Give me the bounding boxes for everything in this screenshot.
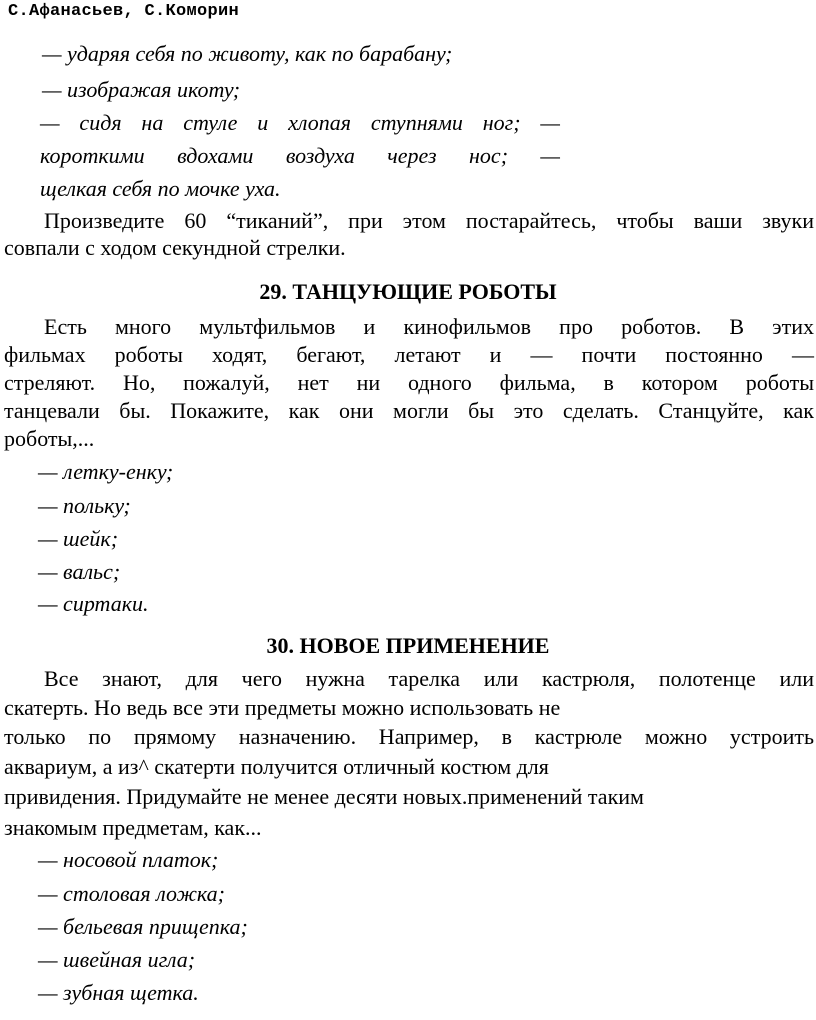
intro-item: короткими вдохами воздуха через нос; — (40, 143, 560, 168)
list-item: — швейная игла; (38, 947, 196, 972)
section-heading: 29. ТАНЦУЮЩИЕ РОБОТЫ (259, 279, 557, 304)
paragraph-line: Есть много мультфильмов и кинофильмов про роботов. В этих (44, 314, 814, 339)
intro-item: щелкая себя по мочке уха. (40, 176, 281, 201)
paragraph-line: Произведите 60 “тиканий”, при этом постарайтесь, чтобы ваши звуки (44, 208, 814, 233)
intro-item: — изображая икоту; (42, 77, 241, 102)
paragraph-line: стреляют. Но, пожалуй, нет ни одного фильма, в котором роботы (4, 370, 814, 395)
paragraph-line: Все знают, для чего нужна тарелка или кастрюля, полотенце или (44, 666, 814, 691)
list-item: — зубная щетка. (38, 980, 199, 1005)
paragraph-line: роботы,... (4, 426, 95, 451)
running-head: С.Афанасьев, С.Коморин (8, 2, 240, 21)
paragraph-line: знакомым предметам, как... (4, 815, 262, 840)
paragraph-line: только по прямому назначению. Например, в кастрюле можно устроить (4, 724, 814, 749)
intro-item: — ударяя себя по животу, как по барабану; (42, 41, 453, 66)
paragraph-line: аквариум, а из^ скатерти получится отличный костюм для (4, 754, 549, 779)
list-item: — шейк; (38, 526, 119, 551)
list-item: — сиртаки. (38, 591, 149, 616)
list-item: — польку; (38, 493, 131, 518)
paragraph-line: фильмах роботы ходят, бегают, летают и — почти постоянно — (4, 342, 814, 367)
list-item: — вальс; (38, 559, 121, 584)
list-item: — носовой платок; (38, 847, 219, 872)
paragraph-line: привидения. Придумайте не менее десяти новых.применений таким (4, 784, 644, 809)
section-heading: 30. НОВОЕ ПРИМЕНЕНИЕ (266, 633, 550, 658)
list-item: — столовая ложка; (38, 881, 225, 906)
intro-item: — сидя на стуле и хлопая ступнями ног; — (40, 110, 560, 135)
list-item: — летку-енку; (38, 459, 174, 484)
paragraph-line: совпали с ходом секундной стрелки. (4, 235, 346, 260)
list-item: — бельевая прищепка; (38, 914, 248, 939)
paragraph-line: танцевали бы. Покажите, как они могли бы это сделать. Станцуйте, как (4, 398, 814, 423)
paragraph-line: скатерть. Но ведь все эти предметы можно использовать не (4, 695, 561, 720)
